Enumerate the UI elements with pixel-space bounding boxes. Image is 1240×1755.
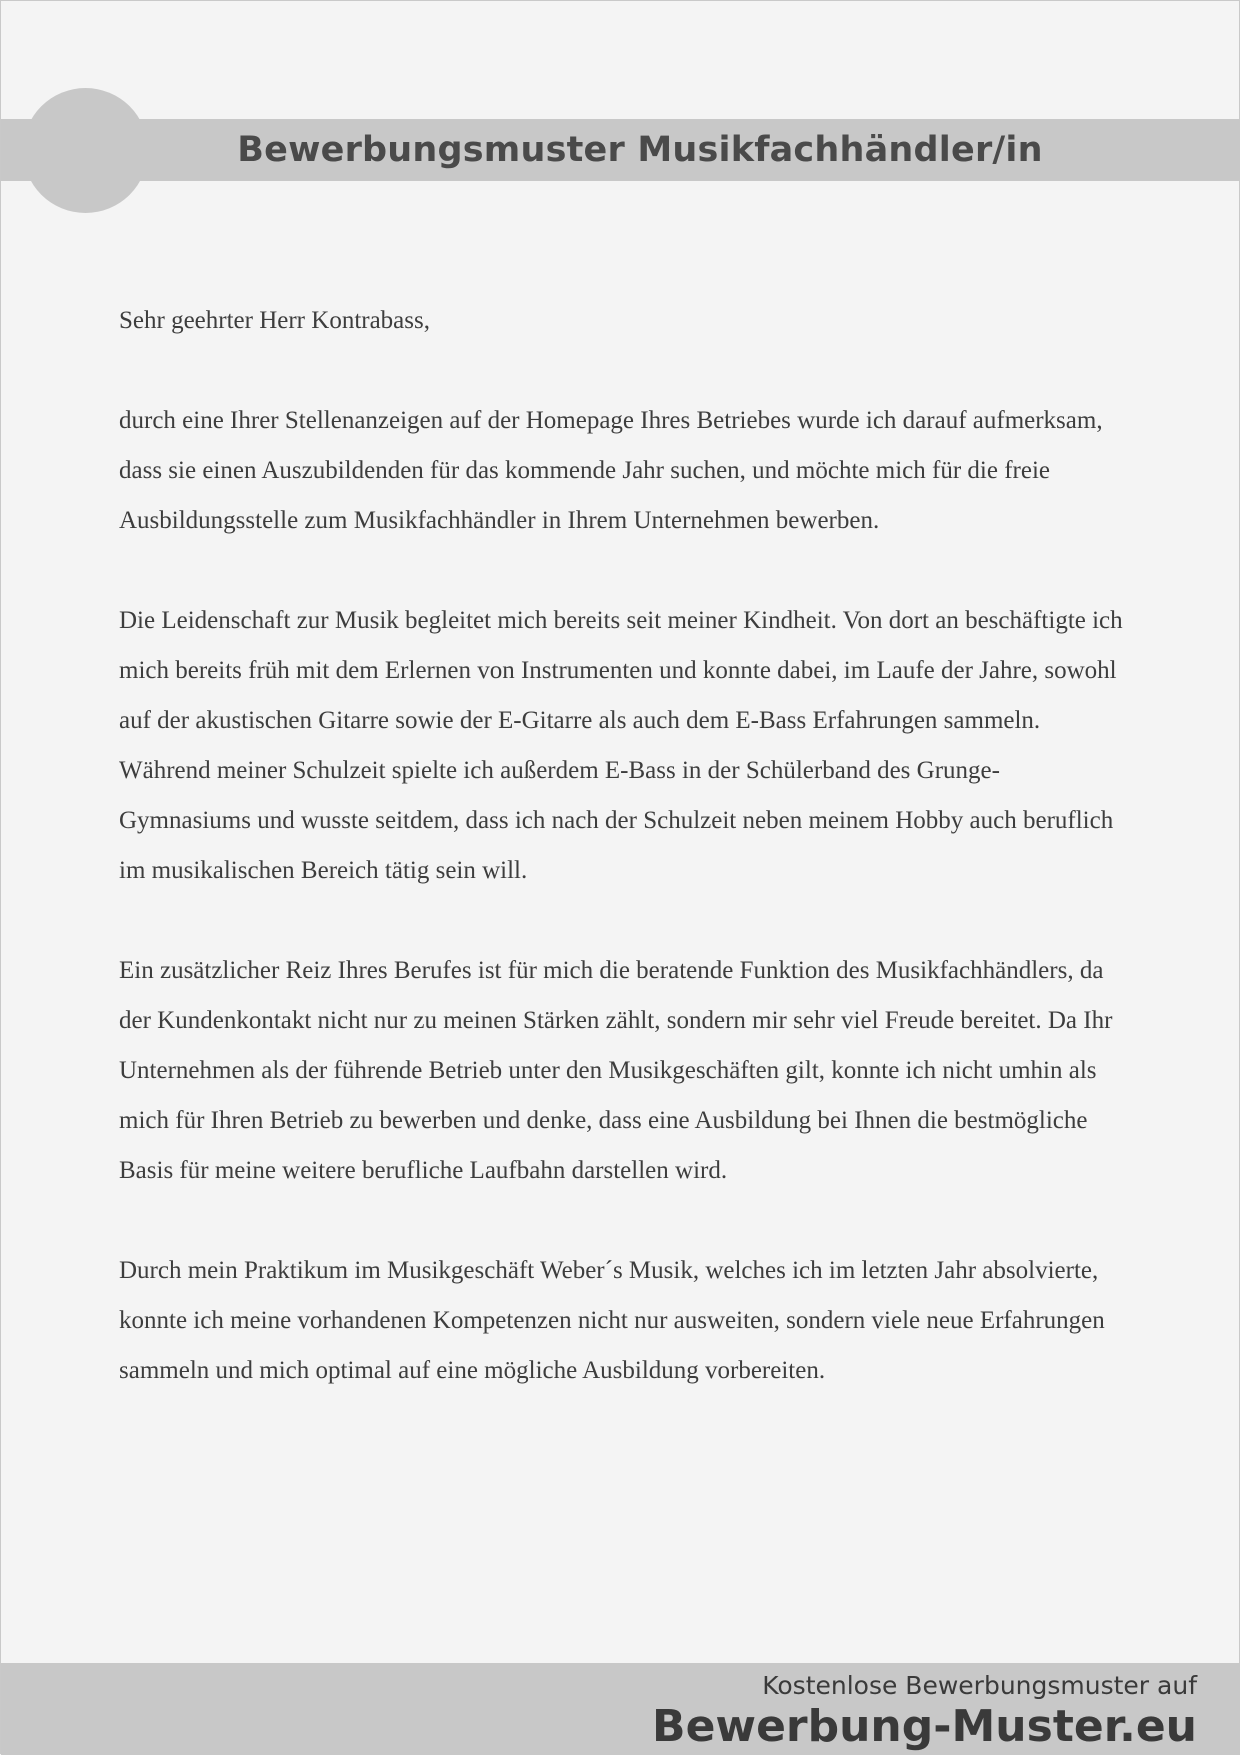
paragraph-1: durch eine Ihrer Stellenanzeigen auf der Homepage Ihres Betriebes wurde ich darauf aufmerksam, dass sie einen Auszubildenden für das kommende Jahr suchen, und möchte mich für die freie Ausbildungsstelle zum Musikfachhändler in Ihrem Unternehmen bewerben. xyxy=(119,407,1103,534)
paragraph-3: Ein zusätzlicher Reiz Ihres Berufes ist für mich die beratende Funktion des Musikfachhändlers, da der Kundenkontakt nicht nur zu meinen Stärken zählt, sondern mir sehr viel Freude bereitet. Da Ihr Unternehmen als der führende Betrieb unter den Musikgeschäften gilt, konnte ich nicht umhin als mich für Ihren Betrieb zu bewerben und denke, dass eine Ausbildung bei Ihnen die bestmögliche Basis für meine weitere berufliche Laufbahn darstellen wird. xyxy=(119,957,1113,1184)
paragraph-4: Durch mein Praktikum im Musikgeschäft Weber´s Musik, welches ich im letzten Jahr absolvierte, konnte ich meine vorhandenen Kompetenzen nicht nur ausweiten, sondern viele neue Erfahrungen sammeln und mich optimal auf eine mögliche Ausbildung vorbereiten. xyxy=(119,1257,1105,1384)
footer-brand: Bewerbung-Muster.eu xyxy=(652,1701,1197,1752)
salutation: Sehr geehrter Herr Kontrabass, xyxy=(119,307,430,334)
document-title: Bewerbungsmuster Musikfachhändler/in xyxy=(237,130,1043,170)
letter-body xyxy=(119,296,1129,1446)
paragraph-2: Die Leidenschaft zur Musik begleitet mich bereits seit meiner Kindheit. Von dort an beschäftigte ich mich bereits früh mit dem Erlernen von Instrumenten und konnte dabei, im Laufe der Jahre, sowohl auf der akustischen Gitarre sowie der E-Gitarre als auch dem E-Bass Erfahrungen sammeln. Während meiner Schulzeit spielte ich außerdem E-Bass in der Schülerband des Grunge-Gymnasiums und wusste seitdem, dass ich nach der Schulzeit neben meinem Hobby auch beruflich im musikalischen Bereich tätig sein will. xyxy=(119,607,1123,884)
footer-tagline: Kostenlose Bewerbungsmuster auf xyxy=(762,1671,1197,1700)
